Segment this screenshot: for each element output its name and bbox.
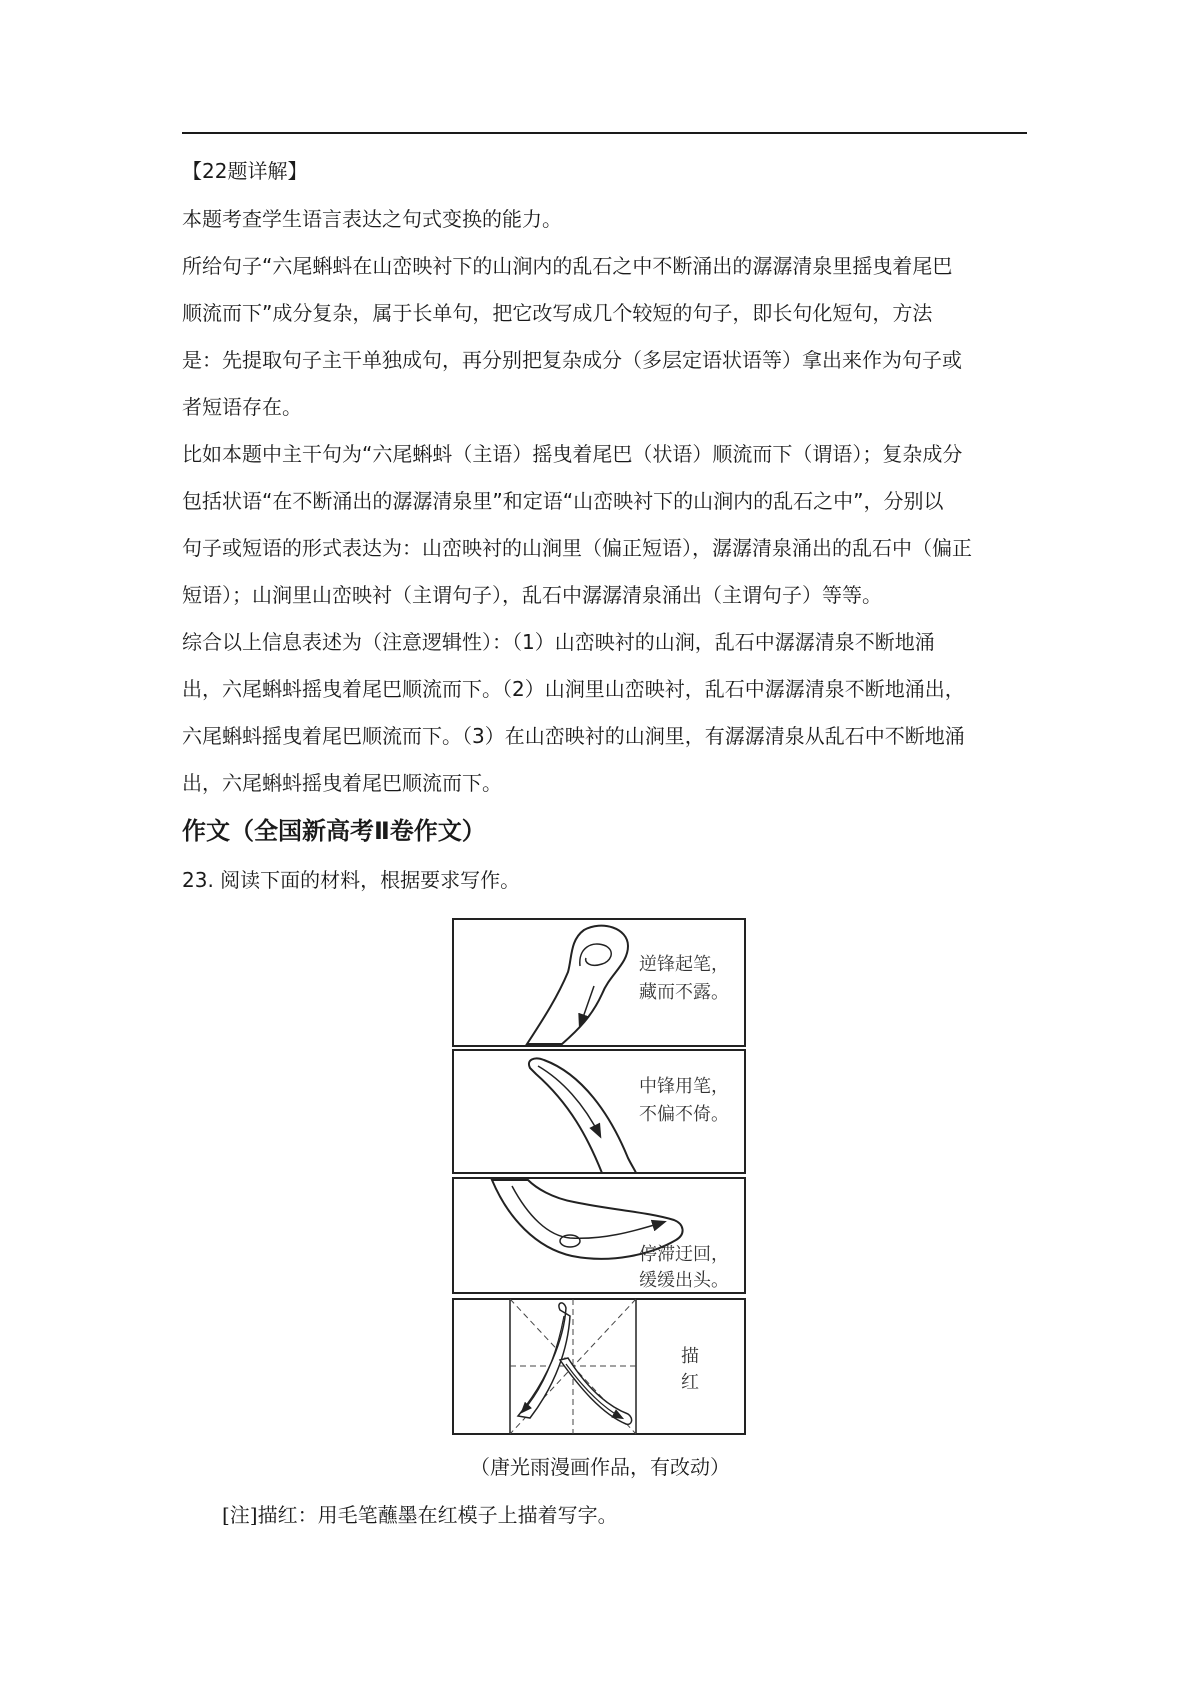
paragraph-line: 短语）；山涧里山峦映衬（主谓句子），乱石中潺潺清泉涌出（主谓句子）等等。 xyxy=(182,583,882,607)
calligraphy-comic xyxy=(452,918,748,1438)
panel1-line2: 藏而不露。 xyxy=(639,982,729,1002)
paragraph-line: 比如本题中主干句为“六尾蝌蚪（主语）摇曳着尾巴（状语）顺流而下（谓语）；复杂成分 xyxy=(182,442,963,466)
panel1-line1: 逆锋起笔， xyxy=(639,954,729,974)
panel3-line1: 停滞迂回， xyxy=(639,1244,729,1264)
paragraph-line: 综合以上信息表述为（注意逻辑性）：（1）山峦映衬的山涧，乱石中潺潺清泉不断地涌 xyxy=(182,630,935,654)
paragraph-line: 是：先提取句子主干单独成句，再分别把复杂成分（多层定语状语等）拿出来作为句子或 xyxy=(182,348,962,372)
paragraph-line: 句子或短语的形式表达为：山峦映衬的山涧里（偏正短语），潺潺清泉涌出的乱石中（偏正 xyxy=(182,536,972,560)
comic-panel-4 xyxy=(453,1299,745,1434)
paragraph-line: 出，六尾蝌蚪摇曳着尾巴顺流而下。（2）山涧里山峦映衬，乱石中潺潺清泉不断地涌出， xyxy=(182,677,965,701)
paragraph-line: 顺流而下”成分复杂，属于长单句，把它改写成几个较短的句子，即长句化短句，方法 xyxy=(182,301,933,325)
paragraph-line: 六尾蝌蚪摇曳着尾巴顺流而下。（3）在山峦映衬的山涧里，有潺潺清泉从乱石中不断地涌 xyxy=(182,724,965,748)
comic-caption: （唐光雨漫画作品，有改动） xyxy=(470,1455,730,1479)
paragraph-line: 本题考查学生语言表达之句式变换的能力。 xyxy=(182,207,562,231)
panel3-line2: 缓缓出头。 xyxy=(639,1270,729,1290)
paragraph-line: 者短语存在。 xyxy=(182,395,302,419)
section-title: 【22题详解】 xyxy=(182,159,308,183)
paragraph-line: 所给句子“六尾蝌蚪在山峦映衬下的山涧内的乱石之中不断涌出的潺潺清泉里摇曳着尾巴 xyxy=(182,254,953,278)
footnote: [注]描红：用毛笔蘸墨在红模子上描着写字。 xyxy=(222,1503,618,1527)
question-text: 23. 阅读下面的材料，根据要求写作。 xyxy=(182,868,521,892)
header-rule xyxy=(182,132,1027,134)
panel2-line2: 不偏不倚。 xyxy=(639,1104,729,1124)
panel4-line1: 描 xyxy=(681,1346,699,1366)
paragraph-line: 出，六尾蝌蚪摇曳着尾巴顺流而下。 xyxy=(182,771,502,795)
paragraph-line: 包括状语“在不断涌出的潺潺清泉里”和定语“山峦映衬下的山涧内的乱石之中”，分别以 xyxy=(182,489,944,513)
panel2-line1: 中锋用笔， xyxy=(639,1076,729,1096)
comic-panel-1 xyxy=(453,919,745,1046)
comic-panel-2 xyxy=(453,1050,745,1173)
comic-panel-3 xyxy=(453,1178,745,1293)
essay-heading: 作文（全国新高考Ⅱ卷作文） xyxy=(182,817,486,845)
panel4-line2: 红 xyxy=(681,1372,699,1392)
